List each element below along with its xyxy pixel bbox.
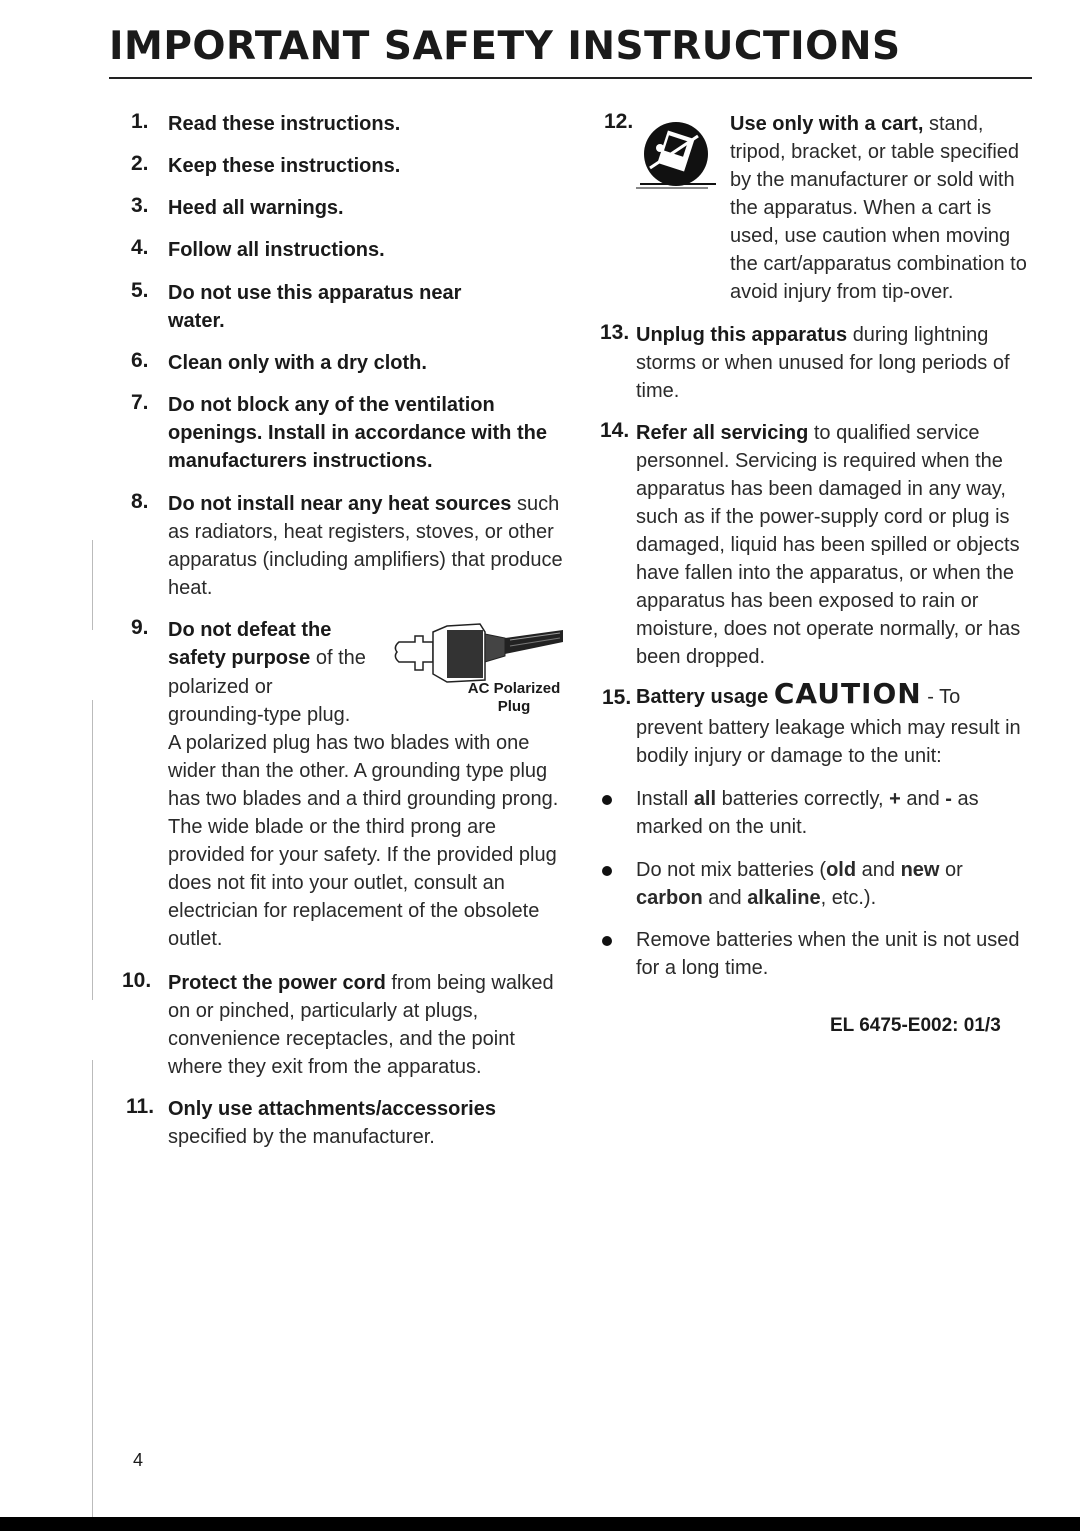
item-lead: Only use attachments/accessories — [168, 1098, 496, 1120]
item-text: Keep these instructions. — [168, 155, 401, 177]
bullet-text-part: and — [861, 859, 896, 881]
bottom-edge-bar — [0, 1517, 1080, 1531]
bullet-text-bold: old — [826, 859, 857, 881]
bullet-text-bold: carbon — [636, 887, 703, 909]
item-text — [168, 1095, 568, 1151]
title-rule — [109, 77, 1032, 79]
item-lead: Protect the power cord — [168, 972, 386, 994]
bullet-text-part: and — [708, 887, 742, 909]
bullet-text: Remove batteries when the unit is not used for a long time. — [636, 929, 1020, 979]
plug-label: Plug — [497, 698, 531, 715]
plug-label: AC Polarized — [467, 680, 561, 697]
margin-line — [92, 540, 93, 630]
page-title: IMPORTANT SAFETY INSTRUCTIONS — [109, 24, 901, 69]
bullet-dot — [602, 936, 612, 946]
item-number: 6. — [131, 349, 149, 372]
item-body: to qualified service personnel. Servicing is required when the apparatus has been damaged in any way, such as if the power-supply cord or plug is damaged, liquid has been spilled or objects have fallen into the apparatus, or when the apparatus has been exposed to rain or moisture, does not operate normally, or has been dropped. — [636, 422, 1021, 668]
item-body: A polarized plug has two blades with one wider than the other. A grounding type plug has two blades and a third grounding prong. The wide blade or the third prong are provided for your safety. If the provided plug does not fit into your outlet, consult an electrician for replacement of the obsolete outlet. — [168, 732, 559, 950]
item-number: 9. — [131, 616, 149, 639]
item-text — [730, 110, 1030, 306]
item-text: Follow all instructions. — [168, 239, 385, 261]
item-lead: Use only with a cart, — [730, 113, 924, 135]
bullet-dot — [602, 795, 612, 805]
item-number: 10. — [122, 969, 152, 992]
item-text: Read these instructions. — [168, 113, 401, 135]
minus-symbol: - — [945, 788, 952, 810]
margin-line — [92, 1060, 93, 1520]
item-number: 7. — [131, 391, 149, 414]
margin-line — [92, 700, 93, 1000]
item-number: 3. — [131, 194, 149, 217]
item-lead: Do not install near any heat sources — [168, 493, 512, 515]
bullet-text-part: or — [945, 859, 963, 881]
bullet-text-part: , etc.). — [820, 887, 877, 909]
item-lead: Unplug this apparatus — [636, 324, 848, 346]
item-body: prevent battery leakage which may result in bodily injury or damage to the unit: — [636, 717, 1021, 767]
item-text: Clean only with a dry cloth. — [168, 352, 427, 374]
bullet-text-part: batteries correctly, — [721, 788, 884, 810]
item-text — [636, 321, 1031, 405]
cart-tipover-icon — [636, 118, 720, 190]
item-text: Do not use this apparatus near water. — [168, 282, 462, 332]
item-lead: Battery usage — [636, 686, 769, 708]
bullet-text-part: and — [906, 788, 940, 810]
item-number: 4. — [131, 236, 149, 259]
item-text — [636, 419, 1031, 671]
bullet-text-bold: all — [693, 788, 717, 810]
item-text — [168, 969, 568, 1081]
bullet-text — [636, 785, 1026, 841]
document-code: EL 6475-E002: 01/3 — [830, 1015, 1001, 1036]
item-lead: Refer all servicing — [636, 422, 809, 444]
caution-dash: - To — [927, 686, 961, 708]
item-number: 2. — [131, 152, 149, 175]
item-line: polarized or — [168, 676, 273, 698]
bullet-text-part: Do not mix batteries ( — [636, 859, 827, 881]
item-number: 15. — [602, 686, 632, 709]
item-lead-2 — [168, 644, 366, 672]
item-lead: Do not defeat the — [168, 619, 332, 641]
item-number: 8. — [131, 490, 149, 513]
page-number: 4 — [133, 1450, 144, 1470]
item-lead-rest: of the — [315, 647, 366, 669]
item-number: 5. — [131, 279, 149, 302]
bullet-text-bold: new — [900, 859, 940, 881]
item-number: 12. — [604, 110, 634, 133]
item-number: 14. — [600, 419, 630, 442]
item-body: from being walked on or pinched, particularly at plugs, convenience receptacles, and the point where they exit from the apparatus. — [168, 972, 554, 1078]
item-number: 13. — [600, 321, 630, 344]
item-text: Heed all warnings. — [168, 197, 344, 219]
item-number: 11. — [126, 1095, 155, 1118]
plus-symbol: + — [889, 788, 901, 810]
item-body: specified by the manufacturer. — [168, 1126, 435, 1148]
bullet-text-bold: alkaline — [747, 887, 821, 909]
item-number: 1. — [131, 110, 149, 133]
item-lead-bold: safety purpose — [168, 647, 311, 669]
item-text: Do not block any of the ventilation openings. Install in accordance with the manufacturers instructions. — [168, 394, 547, 472]
bullet-text-part: Install — [636, 788, 689, 810]
bullet-text — [636, 856, 1026, 912]
item-lead-line — [636, 677, 1031, 711]
item-body: stand, tripod, bracket, or table specified by the manufacturer or sold with the apparatus. When a cart is used, use caution when moving the cart/apparatus combination to avoid injury from tip-over. — [730, 113, 1027, 303]
item-body: during lightning storms or when unused for long periods of time. — [636, 324, 1010, 402]
bullet-dot — [602, 866, 612, 876]
item-body: such as radiators, heat registers, stoves, or other apparatus (including amplifiers) that produce heat. — [168, 493, 563, 599]
item-line: grounding-type plug. — [168, 704, 351, 726]
bullet-text-part: as marked on the unit. — [636, 788, 979, 838]
item-text — [168, 490, 568, 602]
caution-label: CAUTION — [773, 677, 922, 710]
